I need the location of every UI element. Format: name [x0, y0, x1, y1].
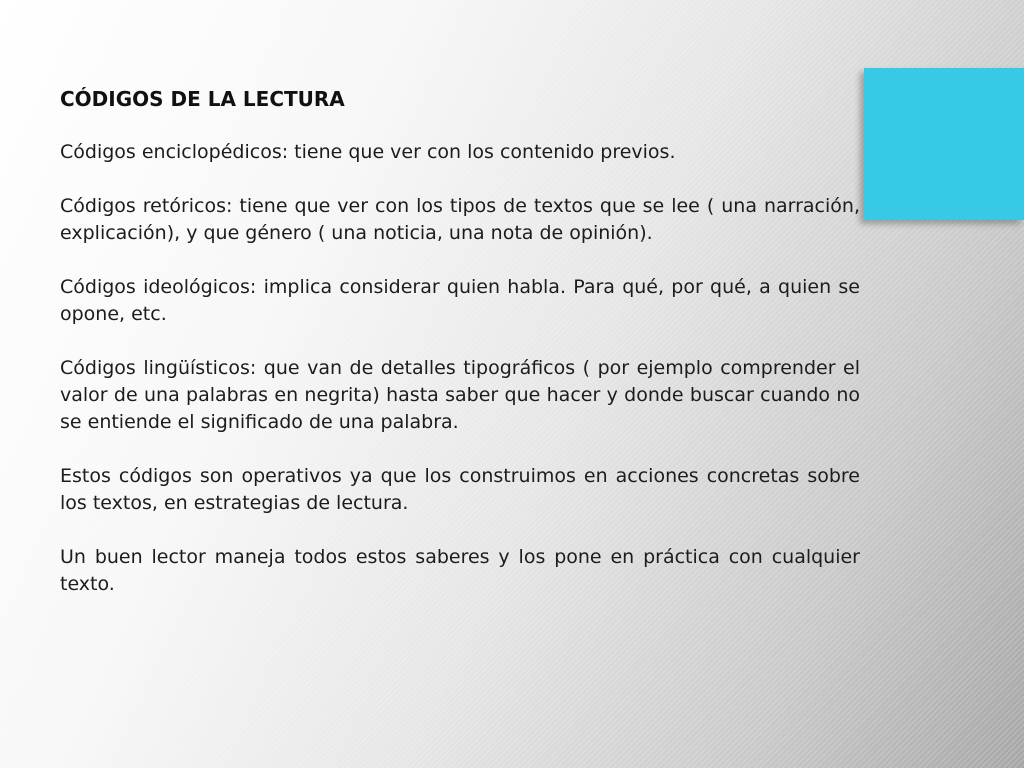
- slide-content: [60, 84, 860, 598]
- slide-title: CÓDIGOS DE LA LECTURA: [60, 87, 345, 111]
- paragraph-encyclopedic-codes: Códigos enciclopédicos: tiene que ver con los contenido previos.: [60, 141, 676, 163]
- paragraph-good-reader: Un buen lector maneja todos estos saberes y los pone en práctica con cualquier texto.: [60, 546, 860, 595]
- paragraph-ideological-codes: Códigos ideológicos: implica considerar quien habla. Para qué, por qué, a quien se opone, etc.: [60, 276, 860, 325]
- paragraph-operational-codes: Estos códigos son operativos ya que los construimos en acciones concretas sobre los textos, en estrategias de lectura.: [60, 465, 860, 514]
- paragraph-rhetorical-codes: Códigos retóricos: tiene que ver con los tipos de textos que se lee ( una narración, explicación), y que género ( una noticia, una nota de opinión).: [60, 195, 860, 244]
- accent-block: [864, 68, 1024, 220]
- paragraph-linguistic-codes: Códigos lingüísticos: que van de detalles tipográficos ( por ejemplo comprender el valor de una palabras en negrita) hasta saber que hacer y donde buscar cuando no se entiende el significado de una palabra.: [60, 357, 860, 433]
